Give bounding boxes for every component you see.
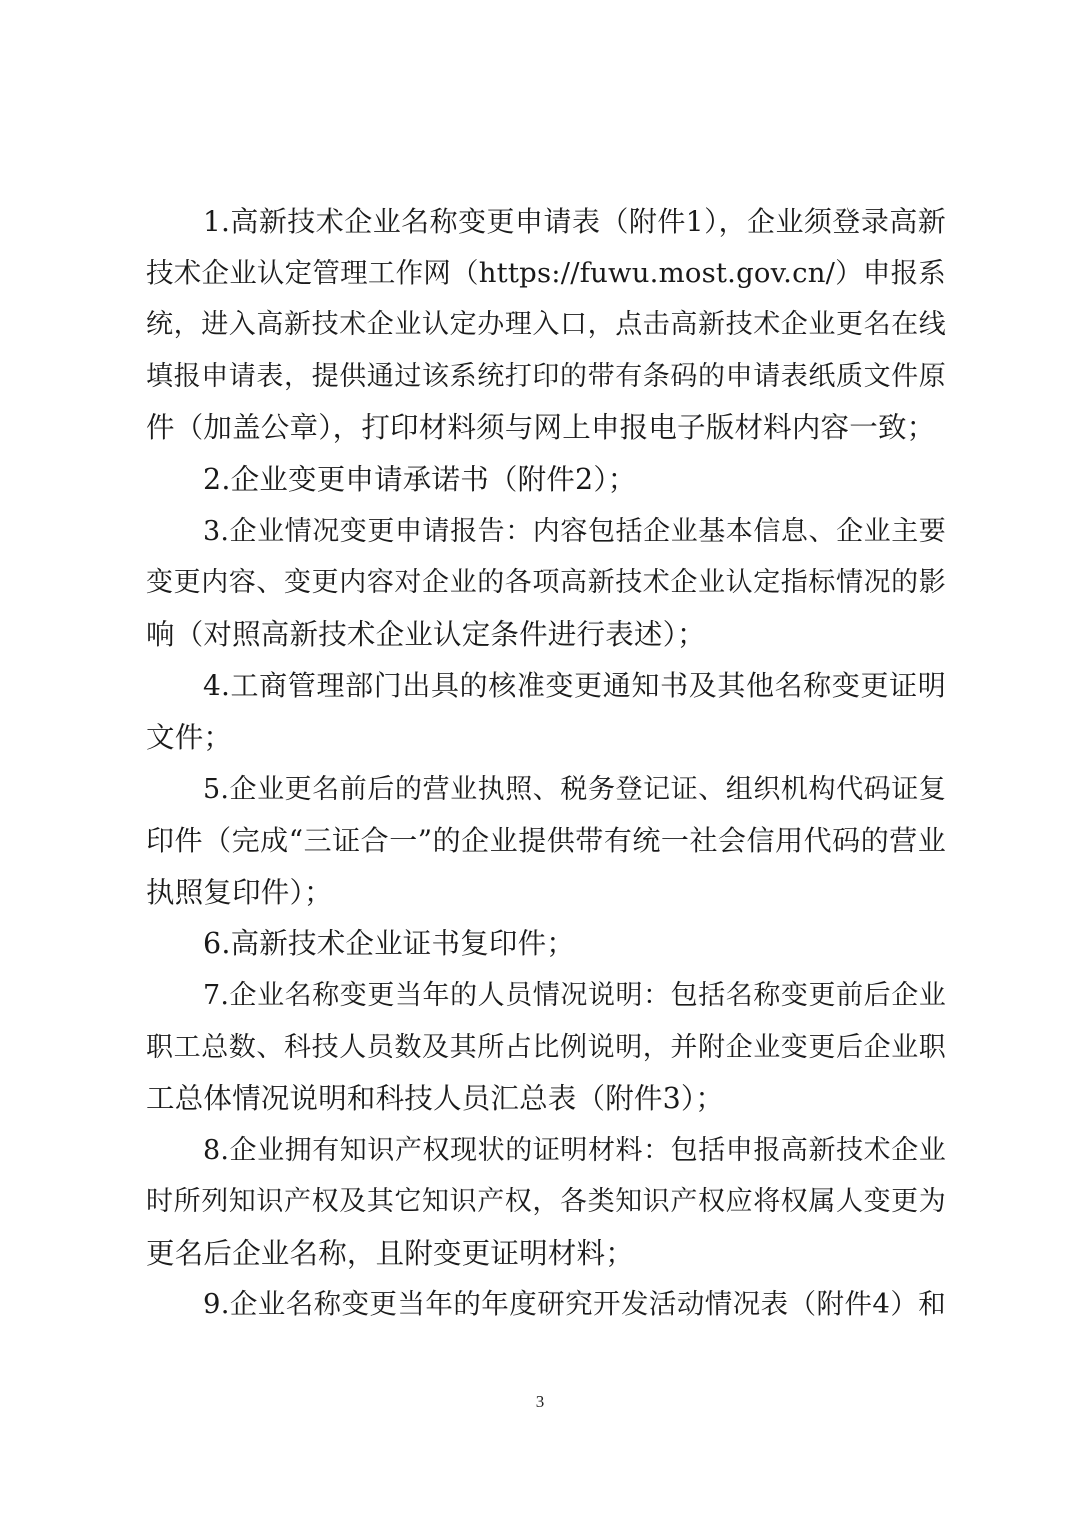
text-line: 6.高新技术企业证书复印件； (203, 927, 575, 961)
page-number: 3 (535, 1392, 545, 1411)
text-line: 时所列知识产权及其它知识产权，各类知识产权应将权属人变更为 (146, 1186, 946, 1218)
text-line: 9.企业名称变更当年的年度研究开发活动情况表（附件4）和 (203, 1288, 946, 1321)
text-line: 3.企业情况变更申请报告：内容包括企业基本信息、企业主要 (203, 515, 946, 547)
text-line: 响（对照高新技术企业认定条件进行表述）； (146, 617, 706, 651)
text-line: 5.企业更名前后的营业执照、税务登记证、组织机构代码证复 (203, 773, 946, 805)
text-line: 1.高新技术企业名称变更申请表（附件1），企业须登录高新 (203, 205, 946, 238)
text-line: 职工总数、科技人员数及其所占比例说明，并附企业变更后企业职 (146, 1031, 946, 1063)
text-line: 工总体情况说明和科技人员汇总表（附件3）； (146, 1082, 725, 1116)
document-body (146, 196, 946, 1331)
text-line: 8.企业拥有知识产权现状的证明材料：包括申报高新技术企业 (203, 1134, 946, 1166)
text-line: 文件； (146, 720, 233, 754)
text-line: 印件（完成“三证合一”的企业提供带有统一社会信用代码的营业 (146, 824, 946, 858)
text-line: 填报申请表，提供通过该系统打印的带有条码的申请表纸质文件原 (146, 360, 946, 392)
text-line: 执照复印件）； (146, 875, 333, 909)
text-line: 统，进入高新技术企业认定办理入口，点击高新技术企业更名在线 (146, 309, 946, 341)
text-line: 更名后企业名称，且附变更证明材料； (146, 1236, 634, 1270)
text-line: 2.企业变更申请承诺书（附件2）； (203, 462, 637, 496)
text-line: 7.企业名称变更当年的人员情况说明：包括名称变更前后企业 (203, 979, 946, 1011)
text-line: 4.工商管理部门出具的核准变更通知书及其他名称变更证明 (203, 669, 946, 703)
text-line: 件（加盖公章），打印材料须与网上申报电子版材料内容一致； (146, 411, 936, 445)
text-line: 变更内容、变更内容对企业的各项高新技术企业认定指标情况的影 (146, 567, 946, 599)
text-line: 技术企业认定管理工作网（https://fuwu.most.gov.cn/）申报系 (146, 256, 946, 289)
